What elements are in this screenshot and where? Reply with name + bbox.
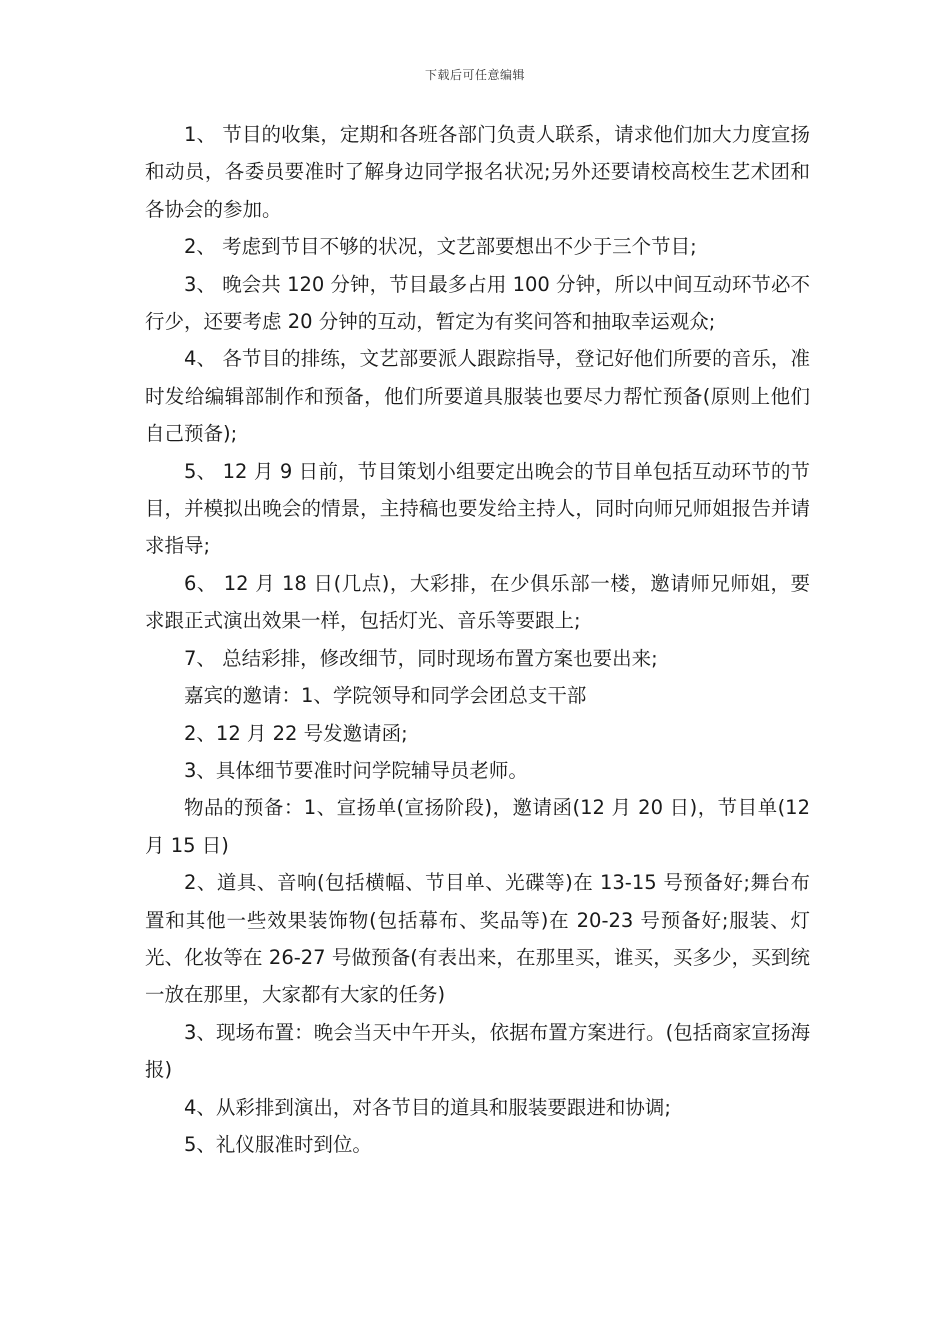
paragraph-4: 4、 各节目的排练，文艺部要派人跟踪指导，登记好他们所要的音乐，准时发给编辑部制作和预备，他们所要道具服装也要尽力帮忙预备(原则上他们自己预备); <box>145 347 810 446</box>
paragraph-3: 3、 晚会共 120 分钟，节目最多占用 100 分钟，所以中间互动环节必不行少，还要考虑 20 分钟的互动，暂定为有奖问答和抽取幸运观众; <box>145 272 810 334</box>
paragraph-guest-invite-3: 3、具体细节要准时问学院辅导员老师。 <box>184 758 528 782</box>
paragraph-2: 2、 考虑到节目不够的状况，文艺部要想出不少于三个节目; <box>184 235 697 259</box>
paragraph-guest-invite-2: 2、12 月 22 号发邀请函; <box>184 721 408 745</box>
page-header: 下载后可任意编辑 <box>424 68 525 82</box>
paragraph-items-prep-2: 2、道具、音响(包括横幅、节目单、光碟等)在 13-15 号预备好;舞台布置和其他一些效果装饰物(包括幕布、奖品等)在 20-23 号预备好;服装、灯光、化妆等在 26-27 号做预备(有表出来，在那里买，谁买，买多少，买到统一放在那里，大家都有大家的任务) <box>145 871 810 1007</box>
paragraph-items-prep-3: 3、现场布置：晚会当天中午开头，依据布置方案进行。(包括商家宣扬海报) <box>145 1020 810 1082</box>
paragraph-1: 1、 节目的收集，定期和各班各部门负责人联系，请求他们加大力度宣扬和动员，各委员要准时了解身边同学报名状况;另外还要请校高校生艺术团和各协会的参加。 <box>145 123 810 221</box>
paragraph-5: 5、 12 月 9 日前，节目策划小组要定出晚会的节目单包括互动环节的节目，并模拟出晚会的情景，主持稿也要发给主持人，同时向师兄师姐报告并请求指导; <box>145 459 810 558</box>
paragraph-guest-invite: 嘉宾的邀请：1、学院领导和同学会团总支干部 <box>184 684 587 708</box>
paragraph-items-prep-5: 5、礼仪服准时到位。 <box>184 1132 372 1156</box>
document-body <box>145 116 810 1163</box>
paragraph-6: 6、 12 月 18 日(几点)，大彩排，在少俱乐部一楼，邀请师兄师姐，要求跟正式演出效果一样，包括灯光、音乐等要跟上; <box>145 571 810 633</box>
paragraph-items-prep-4: 4、从彩排到演出，对各节目的道具和服装要跟进和协调; <box>184 1095 671 1119</box>
paragraph-7: 7、 总结彩排，修改细节，同时现场布置方案也要出来; <box>184 646 658 670</box>
paragraph-items-prep: 物品的预备：1、宣扬单(宣扬阶段)，邀请函(12 月 20 日)，节目单(12 月 15 日) <box>145 796 810 857</box>
